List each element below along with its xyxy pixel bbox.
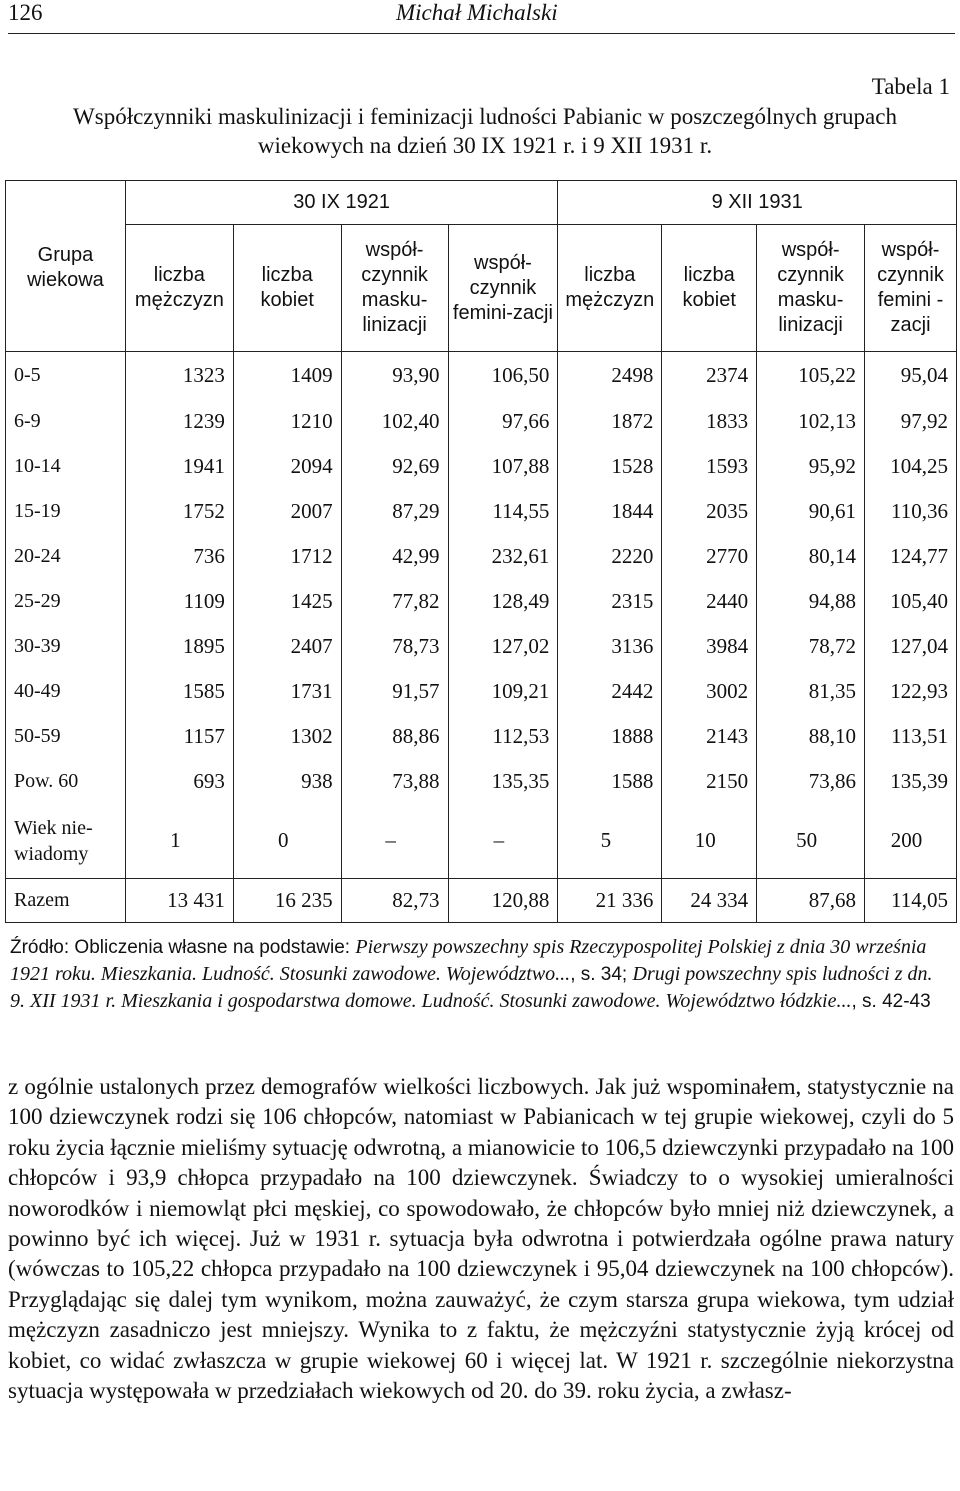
value-cell: 1425 [233,579,341,624]
value-cell: 2094 [233,444,341,489]
value-cell: 135,39 [865,759,957,804]
column-header: liczba kobiet [233,225,341,352]
value-cell: 122,93 [865,669,957,714]
value-cell: 10 [662,804,757,879]
table-title: Współczynniki maskulinizacji i feminizacji ludności Pabianic w poszczególnych grupach wiekowych na dzień 30 IX 1921 r. i 9 XII 1931 r. [73,104,897,158]
value-cell: 13 431 [125,879,233,923]
value-cell: 3002 [662,669,757,714]
column-header: współ-czynnik masku-linizacji [757,225,865,352]
date-1931-header: 9 XII 1931 [558,181,957,225]
table-row [6,669,957,714]
value-cell: 104,25 [865,444,957,489]
table-row [6,624,957,669]
column-header: współ-czynnik masku-linizacji [341,225,448,352]
value-cell: 124,77 [865,534,957,579]
column-header: współ-czynnik femini-zacji [448,225,558,352]
value-cell: 105,22 [757,352,865,399]
value-cell: 2498 [558,352,662,399]
value-cell: 73,86 [757,759,865,804]
age-group-cell: 40-49 [14,679,61,702]
age-group-cell: 20-24 [14,544,61,567]
source-title-1931: Drugi powszechny spis ludności z dn. 9. XII 1931 r. Mieszkania i gospodarstwa domowe. Ludność. Stosunki zawodowe. Województwo łódzkie... [10,963,933,1012]
value-cell: 93,90 [341,352,448,399]
date-1921-header: 30 IX 1921 [125,181,557,225]
value-cell: 938 [233,759,341,804]
value-cell: 113,51 [865,714,957,759]
value-cell: – [341,804,448,879]
value-cell: 92,69 [341,444,448,489]
value-cell: 1872 [558,399,662,444]
value-cell: 91,57 [341,669,448,714]
age-group-cell: 0-5 [14,363,41,386]
value-cell: 1833 [662,399,757,444]
age-group-cell: 10-14 [14,454,61,477]
value-cell: 2035 [662,489,757,534]
value-cell: 1752 [125,489,233,534]
value-cell: 1593 [662,444,757,489]
value-cell: 88,86 [341,714,448,759]
value-cell: 2007 [233,489,341,534]
value-cell: 1585 [125,669,233,714]
table-row [6,444,957,489]
value-cell: 1323 [125,352,233,399]
value-cell: 127,04 [865,624,957,669]
value-cell: 1712 [233,534,341,579]
column-header: liczba mężczyzn [125,225,233,352]
source-pages-1921: , s. 34; [570,964,633,985]
value-cell: 81,35 [757,669,865,714]
value-cell: 693 [125,759,233,804]
group-header: Grupa wiekowa [6,181,126,352]
value-cell: 110,36 [865,489,957,534]
value-cell: 232,61 [448,534,558,579]
source-pages-1931: , s. 42-43 [851,991,931,1012]
source-title-1921: Pierwszy powszechny spis Rzeczypospolitej Polskiej z dnia 30 września 1921 roku. Mieszkania. Ludność. Stosunki zawodowe. Województwo... [10,936,927,985]
body-text [8,1072,954,1406]
value-cell: 107,88 [448,444,558,489]
value-cell: 78,73 [341,624,448,669]
value-cell: 2315 [558,579,662,624]
total-row [6,879,957,923]
value-cell: 88,10 [757,714,865,759]
value-cell: 87,29 [341,489,448,534]
value-cell: 1888 [558,714,662,759]
age-group-cell: 15-19 [14,499,61,522]
value-cell: 114,55 [448,489,558,534]
age-group-cell: Wiek nie-wiadomy [14,816,93,865]
table-row [6,489,957,534]
table-row [6,579,957,624]
value-cell: 1731 [233,669,341,714]
value-cell: 2770 [662,534,757,579]
value-cell: 2374 [662,352,757,399]
value-cell: 105,40 [865,579,957,624]
value-cell: 87,68 [757,879,865,923]
value-cell: 1157 [125,714,233,759]
value-cell: 102,13 [757,399,865,444]
value-cell: 3136 [558,624,662,669]
age-group-cell: 6-9 [14,409,41,432]
value-cell: 112,53 [448,714,558,759]
value-cell: 77,82 [341,579,448,624]
value-cell: 5 [558,804,662,879]
unknown-age-row [6,804,957,879]
value-cell: 102,40 [341,399,448,444]
age-group-cell: 30-39 [14,634,61,657]
value-cell: 127,02 [448,624,558,669]
page-number: 126 [8,0,43,25]
value-cell: 106,50 [448,352,558,399]
source-note [10,934,952,1015]
value-cell: 736 [125,534,233,579]
value-cell: 1239 [125,399,233,444]
value-cell: 90,61 [757,489,865,534]
value-cell: 0 [233,804,341,879]
table-row [6,759,957,804]
value-cell: – [448,804,558,879]
value-cell: 1109 [125,579,233,624]
value-cell: 1528 [558,444,662,489]
running-head: Michał Michalski [396,0,558,25]
value-cell: 16 235 [233,879,341,923]
value-cell: 135,35 [448,759,558,804]
value-cell: 2440 [662,579,757,624]
value-cell: 95,04 [865,352,957,399]
value-cell: 78,72 [757,624,865,669]
column-header: liczba kobiet [662,225,757,352]
value-cell: 1409 [233,352,341,399]
value-cell: 1 [125,804,233,879]
table-row [6,352,957,399]
body-paragraph: z ogólnie ustalonych przez demografów wielkości liczbowych. Jak już wspominałem, statystycznie na 100 dziewczynek rodzi się 106 chłopców, natomiast w Pabianicach w tej grupie wiekowej, czyli do 5 roku życia łącznie mieliśmy sytuację odwrotną, a mianowicie to 106,5 dziewczynki przypadało na 100 chłopców i 93,9 chłopca przypadało na 100 dziewczynek. Świadczy to o wysokiej umieralności noworodków i niemowląt płci męskiej, co spowodowało, że chłopców było mniej niż dziewczynek, a powinno być ich więcej. Już w 1931 r. sytuacja była odwrotna i potwierdzała ogólne prawa natury (wówczas to 105,22 chłopca przypadało na 100 dziewczynek i 95,04 dziewczynek na 100 chłopców). Przyglądając się dalej tym wynikom, można zauważyć, że czym starsza grupa wiekowa, tym udział mężczyzn zasadniczo jest mniejszy. Wynika to z faktu, że mężczyźni statystycznie żyją krócej od kobiet, co widać zwłaszcza w grupie wiekowej 60 i więcej lat. W 1921 r. szczególnie niekorzystna sytuacja występowała w przedziałach wiekowych od 20. do 39. roku życia, a zwłasz- [8,1074,954,1404]
value-cell: 109,21 [448,669,558,714]
value-cell: 120,88 [448,879,558,923]
table-row [6,714,957,759]
value-cell: 1941 [125,444,233,489]
value-cell: 2150 [662,759,757,804]
age-group-cell: 25-29 [14,589,61,612]
age-group-cell: 50-59 [14,724,61,747]
value-cell: 80,14 [757,534,865,579]
value-cell: 1302 [233,714,341,759]
value-cell: 114,05 [865,879,957,923]
value-cell: 82,73 [341,879,448,923]
column-header: współ-czynnik femini -zacji [865,225,957,352]
value-cell: 73,88 [341,759,448,804]
value-cell: 128,49 [448,579,558,624]
source-prefix: Źródło: Obliczenia własne na podstawie: [10,937,356,958]
value-cell: 95,92 [757,444,865,489]
value-cell: 24 334 [662,879,757,923]
header-rule [8,33,955,34]
value-cell: 97,66 [448,399,558,444]
value-cell: 50 [757,804,865,879]
table-row [6,399,957,444]
value-cell: 1895 [125,624,233,669]
data-table [5,180,957,923]
age-group-cell: Pow. 60 [14,769,79,792]
value-cell: 97,92 [865,399,957,444]
value-cell: 42,99 [341,534,448,579]
value-cell: 2143 [662,714,757,759]
value-cell: 1588 [558,759,662,804]
value-cell: 1844 [558,489,662,534]
table-label: Tabela 1 [871,74,950,99]
age-group-cell: Razem [6,879,126,923]
value-cell: 2407 [233,624,341,669]
value-cell: 2220 [558,534,662,579]
value-cell: 94,88 [757,579,865,624]
value-cell: 200 [865,804,957,879]
value-cell: 1210 [233,399,341,444]
table-row [6,534,957,579]
value-cell: 2442 [558,669,662,714]
value-cell: 21 336 [558,879,662,923]
value-cell: 3984 [662,624,757,669]
column-header: liczba mężczyzn [558,225,662,352]
